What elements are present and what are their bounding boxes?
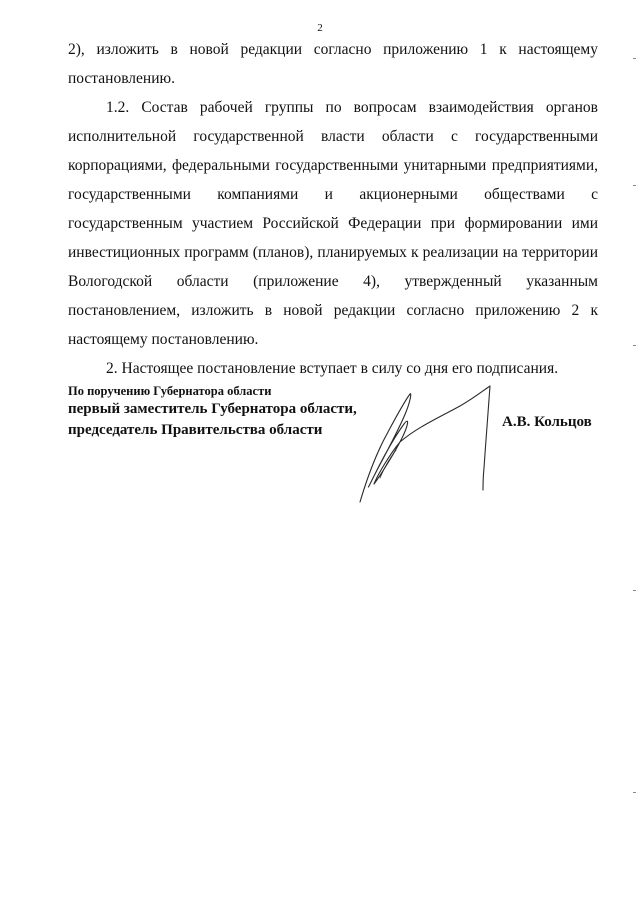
edge-mark	[633, 345, 636, 346]
signature-authority-line: По поручению Губернатора области	[68, 384, 272, 398]
signer-position-line2: председатель Правительства области	[68, 422, 323, 438]
paragraph-1-2: 1.2. Состав рабочей группы по вопросам взаимодействия органов исполнительной государственной власти области с государственными корпорациями, федеральными государственными унитарными предприятиями, государственными компаниями и акционерными обществами с государственным участием Российской Федерации при формировании ими инвестиционных программ (планов), планируемых к реализации на территории Вологодской области (приложение 4), утвержденный указанным постановлением, изложить в новой редакции согласно приложению 2 к настоящему постановлению.	[68, 99, 598, 348]
signature-block	[68, 383, 598, 441]
edge-mark	[633, 590, 636, 591]
edge-mark	[633, 58, 636, 59]
paragraph-2: 2. Настоящее постановление вступает в силу со дня его подписания.	[106, 360, 559, 377]
handwritten-signature	[350, 380, 500, 510]
signer-position-line1: первый заместитель Губернатора области,	[68, 401, 357, 417]
edge-mark	[633, 185, 636, 186]
page-number: 2	[317, 22, 323, 34]
edge-mark	[633, 792, 636, 793]
signer-name: А.В. Кольцов	[502, 414, 592, 430]
document-body	[68, 35, 598, 383]
paragraph-continuation: 2), изложить в новой редакции согласно приложению 1 к настоящему постановлению.	[68, 41, 598, 87]
